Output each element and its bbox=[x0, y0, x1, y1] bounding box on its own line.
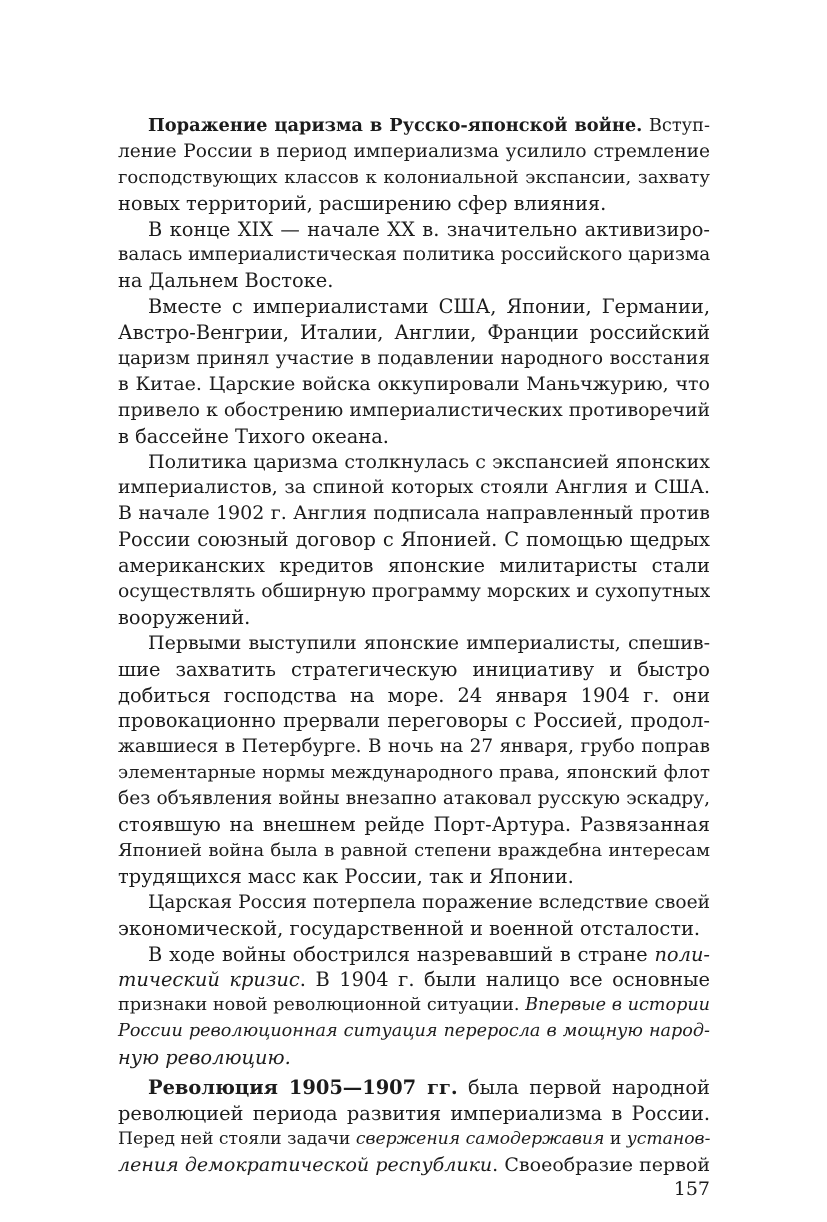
page-number: 157 bbox=[673, 1178, 710, 1200]
text-line: жавшиеся в Петербурге. В ночь на 27 января, грубо поправ bbox=[118, 736, 710, 758]
text-line: Австро-Венгрии, Италии, Англии, Франции российский bbox=[118, 321, 710, 345]
section-heading: Поражение царизма в Русско-японской войне. bbox=[148, 115, 643, 136]
body-text bbox=[118, 113, 710, 1179]
text-line: В ходе войны обострился назревавший в стране поли- bbox=[148, 942, 710, 966]
text-line: стоявшую на внешнем рейде Порт-Артура. Развязанная bbox=[118, 813, 710, 837]
italic-term: поли- bbox=[654, 942, 710, 966]
paragraph bbox=[118, 450, 710, 631]
paragraph bbox=[118, 294, 710, 449]
italic-term: тический кризис bbox=[118, 968, 300, 992]
text-line: шие захватить стратегическую инициативу и быстро bbox=[118, 657, 710, 681]
text-line: революцией периода развития империализма в России. bbox=[118, 1101, 710, 1125]
text-line: Поражение царизма в Русско-японской войне. Вступ- bbox=[148, 115, 710, 136]
text-line: новых территорий, расширению сфер влияния. bbox=[118, 191, 607, 215]
text-line: тический кризис. В 1904 г. были налицо все основные bbox=[118, 968, 710, 992]
text-line: Вместе с империалистами США, Японии, Германии, bbox=[148, 295, 710, 319]
text-line: царизм принял участие в подавлении народного восстания bbox=[118, 348, 710, 370]
text-line: России революционная ситуация переросла в мощную народ- bbox=[118, 1021, 710, 1042]
text-line: В начале 1902 г. Англия подписала направленный против bbox=[118, 502, 710, 525]
text-line: ления демократической республики. Своеобразие первой bbox=[118, 1153, 711, 1176]
text-line: привело к обострению империалистических противоречий bbox=[118, 399, 710, 421]
text-line: в бассейне Тихого океана. bbox=[118, 424, 389, 448]
text-line: Перед ней стояли задачи свержения самодержавия и установ- bbox=[118, 1128, 711, 1149]
text-line: американских кредитов японские милитаристы стали bbox=[118, 554, 710, 578]
italic-term: установ- bbox=[626, 1128, 711, 1149]
text-line: Японией война была в равной степени враждебна интересам bbox=[118, 839, 710, 861]
paragraph bbox=[118, 942, 710, 1071]
text-line: вооружений. bbox=[118, 605, 251, 629]
text-line: трудящихся масс как России, так и Японии. bbox=[118, 864, 574, 888]
text-line: ление России в период империализма усилило стремление bbox=[118, 140, 710, 162]
text-line: Царская Россия потерпела поражение вследствие своей bbox=[148, 891, 710, 913]
text-line: Политика царизма столкнулась с экспансией японских bbox=[148, 450, 710, 473]
text-line: Первыми выступили японские империалисты, спешив- bbox=[148, 631, 710, 654]
text-line: осуществлять обширную программу морских и сухопутных bbox=[118, 581, 711, 603]
paragraph-revolution-1905 bbox=[118, 1075, 710, 1179]
text-line: господствующих классов к колониальной экспансии, захвату bbox=[118, 166, 710, 188]
paragraph bbox=[118, 890, 710, 942]
paragraph-russo-japanese-war bbox=[118, 113, 710, 217]
italic-term: ления демократической республики bbox=[118, 1153, 493, 1176]
italic-term: свержения самодержавия bbox=[355, 1128, 605, 1149]
paragraph bbox=[118, 631, 710, 890]
text-line: в Китае. Царские войска оккупировали Маньчжурию, что bbox=[118, 372, 710, 395]
text-line: провокационно прервали переговоры с Россией, продол- bbox=[118, 709, 710, 733]
text-line: В конце XIX — начале XX в. значительно активизиро- bbox=[148, 217, 710, 241]
text-line: Революция 1905—1907 гг. была первой народной bbox=[148, 1075, 710, 1099]
italic-emphasis: Впервые в истории bbox=[525, 995, 710, 1016]
text-line: империалистов, за спиной которых стояли Англия и США. bbox=[118, 477, 710, 499]
text-line: на Дальнем Востоке. bbox=[118, 269, 334, 293]
text-line: элементарные нормы международного права, японский флот bbox=[118, 762, 710, 784]
text-line: без объявления войны внезапно атаковал русскую эскадру, bbox=[118, 788, 710, 810]
text-line: России союзный договор с Японией. С помощью щедрых bbox=[118, 528, 710, 552]
text-line: валась империалистическая политика российского царизма bbox=[118, 244, 711, 266]
text-line: экономической, государственной и военной отсталости. bbox=[118, 916, 701, 940]
paragraph bbox=[118, 217, 710, 295]
text-line: добиться господства на море. 24 января 1904 г. они bbox=[118, 683, 710, 707]
section-heading: Революция 1905—1907 гг. bbox=[148, 1075, 458, 1099]
text-line: ную революцию. bbox=[118, 1046, 291, 1070]
text-line: признаки новой революционной ситуации. Впервые в истории bbox=[118, 995, 710, 1016]
